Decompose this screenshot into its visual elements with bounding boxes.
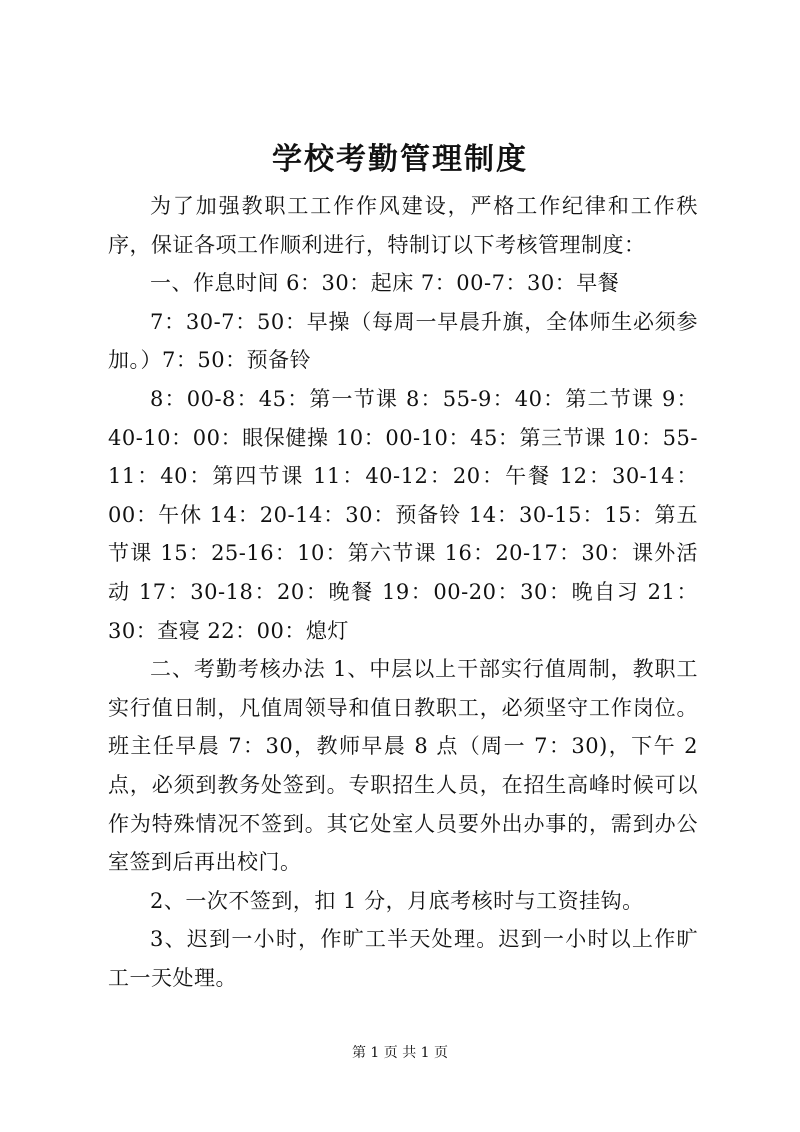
document-body [108,187,698,997]
paragraph-attendance-method: 二、考勤考核办法 1、中层以上干部实行值周制，教职工实行值日制，凡值周领导和值日教职工，必须坚守工作岗位。班主任早晨 7：30，教师早晨 8 点（周一 7：30)，下午 2 点，必须到教务处签到。专职招生人员，在招生高峰时候可以作为特殊情况不签到。其它处室人员要外出办事的，需到办公室签到后再出校门。 [108,657,698,875]
page-footer: 第 1 页 共 1 页 [351,1045,449,1061]
paragraph-rule-3: 3、迟到一小时，作旷工半天处理。迟到一小时以上作旷工一天处理。 [108,927,698,990]
paragraph-rule-2: 2、一次不签到，扣 1 分，月底考核时与工资挂钩。 [150,888,644,913]
paragraph-schedule-morning: 7：30-7：50：早操（每周一早晨升旗，全体师生必须参加。）7：50：预备铃 [108,309,698,373]
page-title: 学校考勤管理制度 [272,142,528,177]
paragraph-schedule-day: 8：00-8：45：第一节课 8：55-9：40：第二节课 9：40-10：00：眼保健操 10：00-10：45：第三节课 10：55-11：40：第四节课 11：40-12：20：午餐 12：30-14：00：午休 14：20-14：30：预备铃 14：30-15：15：第五节课 15：25-16：10：第六节课 16：20-17：30：课外活动 17：30-18：20：晚餐 19：00-20：30：晚自习 21：30：查寝 22：00：熄灯 [108,386,698,643]
paragraph-intro: 为了加强教职工工作作风建设，严格工作纪律和工作秩序，保证各项工作顺利进行，特制订以下考核管理制度： [108,194,698,257]
paragraph-schedule-heading: 一、作息时间 6：30：起床 7：00-7：30：早餐 [150,271,620,296]
